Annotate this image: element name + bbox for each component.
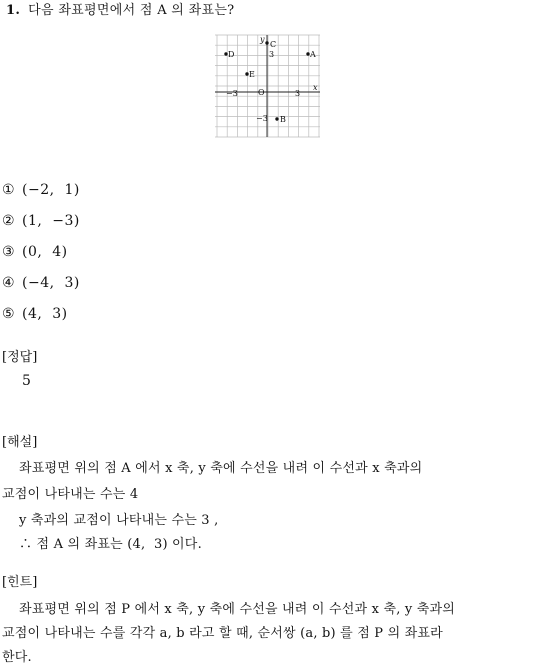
label-a: A bbox=[310, 50, 316, 59]
option-1: ① (−2, 1) bbox=[2, 182, 80, 198]
tick-x-pos3: 3 bbox=[295, 89, 301, 98]
question-number: 1. bbox=[6, 3, 21, 18]
point-b bbox=[275, 117, 278, 120]
hint-line-2: 교점이 나타내는 수를 각각 a, b 라고 할 때, 순서쌍 (a, b) 를 점 P 의 좌표라 bbox=[2, 626, 443, 641]
label-c: C bbox=[270, 40, 277, 49]
tick-x-neg3: −3 bbox=[226, 89, 238, 98]
option-3: ③ (0, 4) bbox=[2, 244, 68, 260]
label-origin: O bbox=[258, 88, 265, 97]
y-axis-label: y bbox=[260, 35, 265, 44]
option-4: ④ (−4, 3) bbox=[2, 275, 80, 291]
question-text: 다음 좌표평면에서 점 A 의 좌표는? bbox=[28, 3, 235, 18]
answer-value: 5 bbox=[22, 373, 31, 389]
label-e: E bbox=[249, 70, 255, 79]
option-5: ⑤ (4, 3) bbox=[2, 306, 68, 322]
hint-line-3: 한다. bbox=[2, 650, 32, 665]
option-2: ② (1, −3) bbox=[2, 213, 80, 229]
label-b: B bbox=[280, 115, 286, 124]
question-line bbox=[6, 0, 234, 18]
explanation-line-4: ∴ 점 A 의 좌표는 (4, 3) 이다. bbox=[6, 537, 202, 552]
answer-heading: [정답] bbox=[2, 350, 38, 365]
coordinate-plane bbox=[213, 33, 322, 139]
explanation-heading: [해설] bbox=[2, 435, 38, 450]
explanation-line-1: 좌표평면 위의 점 A 에서 x 축, y 축에 수선을 내려 이 수선과 x 축과의 bbox=[6, 461, 423, 476]
coordinate-figure bbox=[213, 33, 322, 139]
tick-y-pos3: 3 bbox=[269, 50, 275, 59]
label-d: D bbox=[228, 50, 235, 59]
x-axis-label: x bbox=[313, 83, 318, 92]
hint-line-1: 좌표평면 위의 점 P 에서 x 축, y 축에 수선을 내려 이 수선과 x 축, y 축과의 bbox=[6, 602, 456, 617]
explanation-line-3: y 축과의 교점이 나타내는 수는 3 , bbox=[6, 513, 219, 528]
point-c bbox=[265, 41, 268, 44]
hint-heading: [힌트] bbox=[2, 575, 38, 590]
tick-y-neg3: −3 bbox=[256, 114, 268, 123]
explanation-line-2: 교점이 나타내는 수는 4 bbox=[2, 487, 139, 502]
